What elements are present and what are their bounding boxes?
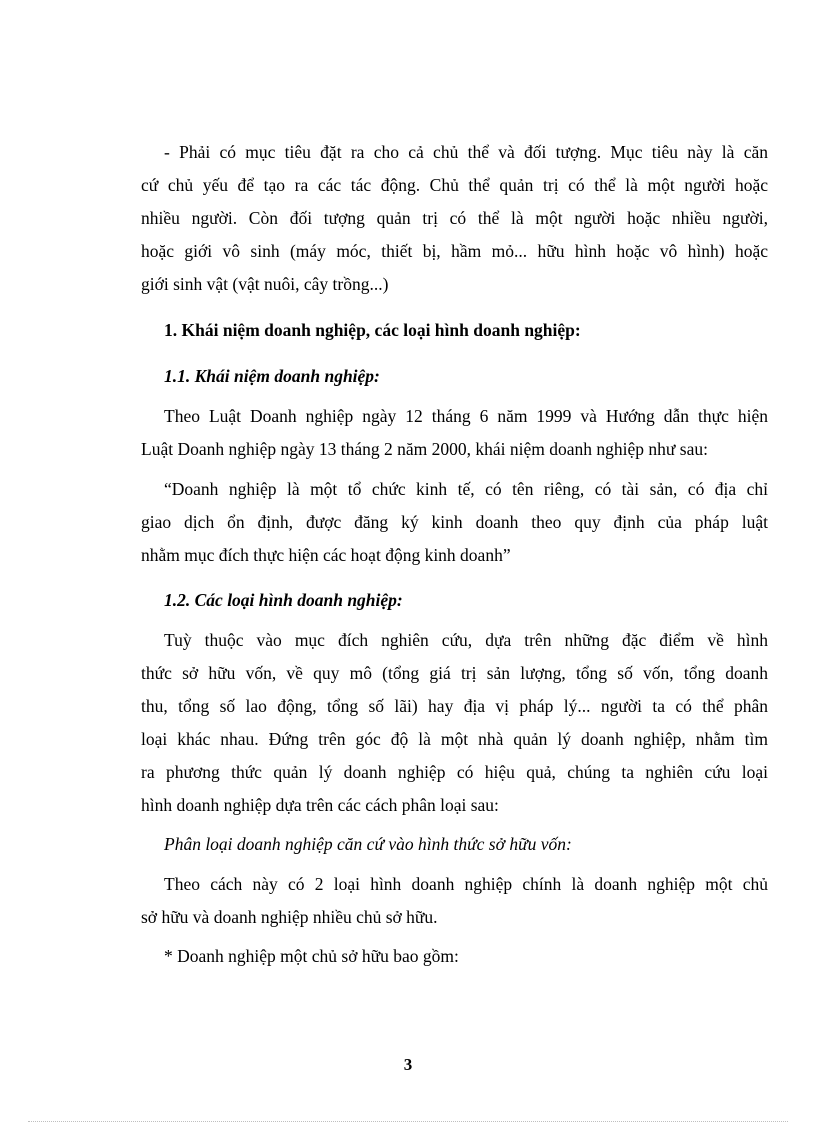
text-line: cứ chủ yếu để tạo ra các tác động. Chủ thể quản trị có thể là một người hoặc <box>141 175 768 195</box>
text-line: Theo Luật Doanh nghiệp ngày 12 tháng 6 năm 1999 và Hướng dẫn thực hiện <box>164 406 768 426</box>
text-line: hoặc giới vô sinh (máy móc, thiết bị, hầm mỏ... hữu hình hoặc vô hình) hoặc <box>141 241 768 261</box>
section-heading: 1. Khái niệm doanh nghiệp, các loại hình doanh nghiệp: <box>164 320 581 340</box>
text-line: loại khác nhau. Đứng trên góc độ là một nhà quản lý doanh nghiệp, nhằm tìm <box>141 729 768 749</box>
subsection-heading: 1.1. Khái niệm doanh nghiệp: <box>164 366 380 386</box>
page-number: 3 <box>403 1055 413 1074</box>
subsection-heading: 1.2. Các loại hình doanh nghiệp: <box>164 590 403 610</box>
text-line: Luật Doanh nghiệp ngày 13 tháng 2 năm 2000, khái niệm doanh nghiệp như sau: <box>141 439 708 459</box>
page-bottom-divider <box>28 1121 788 1122</box>
paragraph-single-owner: * Doanh nghiệp một chủ sở hữu bao gồm: <box>164 946 459 966</box>
text-line: Tuỳ thuộc vào mục đích nghiên cứu, dựa trên những đặc điểm về hình <box>164 630 768 650</box>
text-line: thu, tổng số lao động, tổng số lãi) hay địa vị pháp lý... người ta có thể phân <box>141 696 768 716</box>
text-line: ra phương thức quản lý doanh nghiệp có hiệu quả, chúng ta nghiên cứu loại <box>141 762 768 782</box>
text-line: sở hữu và doanh nghiệp nhiều chủ sở hữu. <box>141 907 438 927</box>
text-line: thức sở hữu vốn, về quy mô (tổng giá trị sản lượng, tổng số vốn, tổng doanh <box>141 663 768 683</box>
text-line: “Doanh nghiệp là một tổ chức kinh tế, có tên riêng, có tài sản, có địa chỉ <box>164 479 768 499</box>
text-line: nhằm mục đích thực hiện các hoạt động kinh doanh” <box>141 545 511 565</box>
text-line: Theo cách này có 2 loại hình doanh nghiệp chính là doanh nghiệp một chủ <box>164 874 768 894</box>
text-line: giao dịch ổn định, được đăng ký kinh doanh theo quy định của pháp luật <box>141 512 768 532</box>
text-line: giới sinh vật (vật nuôi, cây trồng...) <box>141 274 389 294</box>
text-line: hình doanh nghiệp dựa trên các cách phân loại sau: <box>141 795 499 815</box>
classification-criterion: Phân loại doanh nghiệp căn cứ vào hình thức sở hữu vốn: <box>164 834 572 854</box>
text-line: nhiều người. Còn đối tượng quản trị có thể là một người hoặc nhiều người, <box>141 208 768 228</box>
text-line: - Phải có mục tiêu đặt ra cho cả chủ thể và đối tượng. Mục tiêu này là căn <box>164 142 768 162</box>
